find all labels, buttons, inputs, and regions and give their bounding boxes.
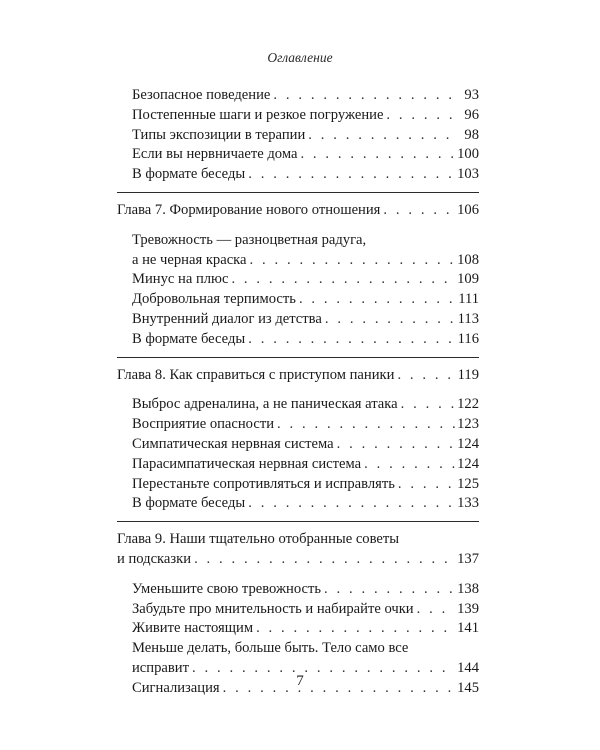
entry-page-number: 137: [457, 550, 479, 567]
toc-entry: [117, 270, 479, 290]
running-header: Оглавление: [267, 50, 333, 65]
toc-entry: [117, 145, 479, 165]
toc-entry: [117, 231, 479, 271]
entry-title: Забудьте про мнительность и набирайте очки: [132, 600, 414, 617]
page-number: 7: [296, 673, 304, 689]
entry-title-line: Глава 9. Наши тщательно отобранные советы: [117, 531, 400, 548]
dot-leader: [250, 251, 456, 271]
entry-title: Безопасное поведение: [132, 87, 271, 103]
entry-page-number: 98: [464, 126, 479, 143]
entry-page-number: 119: [457, 366, 479, 383]
entry-page-number: 123: [457, 416, 479, 433]
entry-page-number: 109: [457, 271, 479, 288]
toc-entry: [117, 165, 479, 185]
entry-page-number: 116: [457, 330, 479, 347]
entry-title: Восприятие опасности: [132, 416, 275, 433]
chapter-heading: [117, 366, 479, 386]
toc-entry: [117, 106, 479, 126]
entry-title: и подсказки: [117, 550, 192, 567]
dot-leader: [325, 310, 456, 330]
entry-page-number: 93: [464, 87, 479, 103]
entry-title: Минус на плюс: [132, 271, 229, 288]
toc-entry: [117, 580, 479, 600]
dot-leader: [256, 619, 455, 639]
entry-page-number: 103: [457, 166, 479, 183]
entry-title: В формате беседы: [132, 166, 246, 183]
entry-title: Перестаньте сопротивляться и исправлять: [132, 475, 395, 492]
dot-leader: [337, 435, 456, 455]
entry-title: Внутренний диалог из детства: [132, 310, 322, 327]
entry-page-number: 141: [457, 620, 479, 637]
entry-page-number: 124: [457, 455, 479, 472]
dot-leader: [386, 106, 459, 126]
entry-page-number: 124: [457, 435, 479, 452]
dot-leader: [308, 126, 459, 146]
toc-entry: [117, 395, 479, 415]
entry-page-number: 108: [457, 251, 479, 268]
entry-page-number: 96: [464, 106, 479, 123]
entry-page-number: 144: [457, 659, 479, 676]
entry-title: а не черная краска: [132, 251, 247, 268]
toc-entry: [117, 455, 479, 475]
toc-entry: [117, 290, 479, 310]
toc-entry: [117, 435, 479, 455]
entry-page-number: 145: [457, 679, 479, 696]
chapter-divider: [117, 521, 479, 522]
chapter-heading: [117, 201, 479, 221]
entry-page-number: 111: [458, 291, 479, 308]
entry-title: Уменьшите свою тревожность: [132, 580, 322, 597]
toc-entry: [117, 494, 479, 514]
dot-leader: [398, 475, 455, 495]
dot-leader: [364, 455, 455, 475]
toc-entry: [117, 600, 479, 620]
entry-page-number: 122: [457, 396, 479, 413]
entry-page-number: 133: [457, 495, 479, 512]
dot-leader: [417, 600, 455, 620]
entry-title: Живите настоящим: [132, 620, 254, 637]
entry-title: Глава 8. Как справиться с приступом паники: [117, 366, 395, 383]
entry-title: Добровольная терпимость: [132, 291, 296, 308]
toc-entry: [117, 86, 479, 106]
entry-page-number: 100: [457, 146, 479, 163]
entry-title: Постепенные шаги и резкое погружение: [132, 106, 384, 123]
dot-leader: [299, 290, 456, 310]
entry-title: Сигнализация: [132, 679, 220, 696]
dot-leader: [300, 145, 455, 165]
dot-leader: [248, 330, 455, 350]
dot-leader: [277, 415, 455, 435]
entry-title: исправит: [132, 659, 189, 676]
dot-leader: [248, 494, 455, 514]
entry-title: Если вы нервничаете дома: [132, 146, 298, 163]
dot-leader: [324, 580, 455, 600]
entry-title-line: Тревожность — разноцветная радуга,: [132, 231, 367, 248]
dot-leader: [383, 201, 455, 221]
chapter-divider: [117, 192, 479, 193]
toc-entry: [117, 475, 479, 495]
dot-leader: [401, 395, 455, 415]
toc-entry: [117, 310, 479, 330]
table-of-contents: [117, 86, 479, 699]
entry-title: В формате беседы: [132, 330, 246, 347]
dot-leader: [273, 86, 459, 106]
entry-title: Симпатическая нервная система: [132, 435, 334, 452]
toc-entry: [117, 126, 479, 146]
entry-title: Глава 7. Формирование нового отношения: [117, 201, 381, 218]
entry-page-number: 113: [457, 310, 479, 327]
dot-leader: [397, 366, 455, 386]
entry-page-number: 106: [457, 201, 479, 218]
toc-entry: [117, 619, 479, 639]
entry-title: Выброс адреналина, а не паническая атака: [132, 396, 398, 413]
entry-title: Парасимпатическая нервная система: [132, 455, 362, 472]
dot-leader: [248, 165, 455, 185]
dot-leader: [231, 270, 455, 290]
chapter-divider: [117, 357, 479, 358]
entry-page-number: 138: [457, 580, 479, 597]
dot-leader: [194, 550, 455, 570]
entry-title-line: Меньше делать, больше быть. Тело само все: [132, 640, 409, 657]
entry-page-number: 125: [457, 475, 479, 492]
entry-page-number: 139: [457, 600, 479, 617]
entry-title: Типы экспозиции в терапии: [132, 126, 306, 143]
toc-entry: [117, 415, 479, 435]
chapter-heading: [117, 530, 479, 570]
toc-entry: [117, 330, 479, 350]
entry-title: В формате беседы: [132, 495, 246, 512]
